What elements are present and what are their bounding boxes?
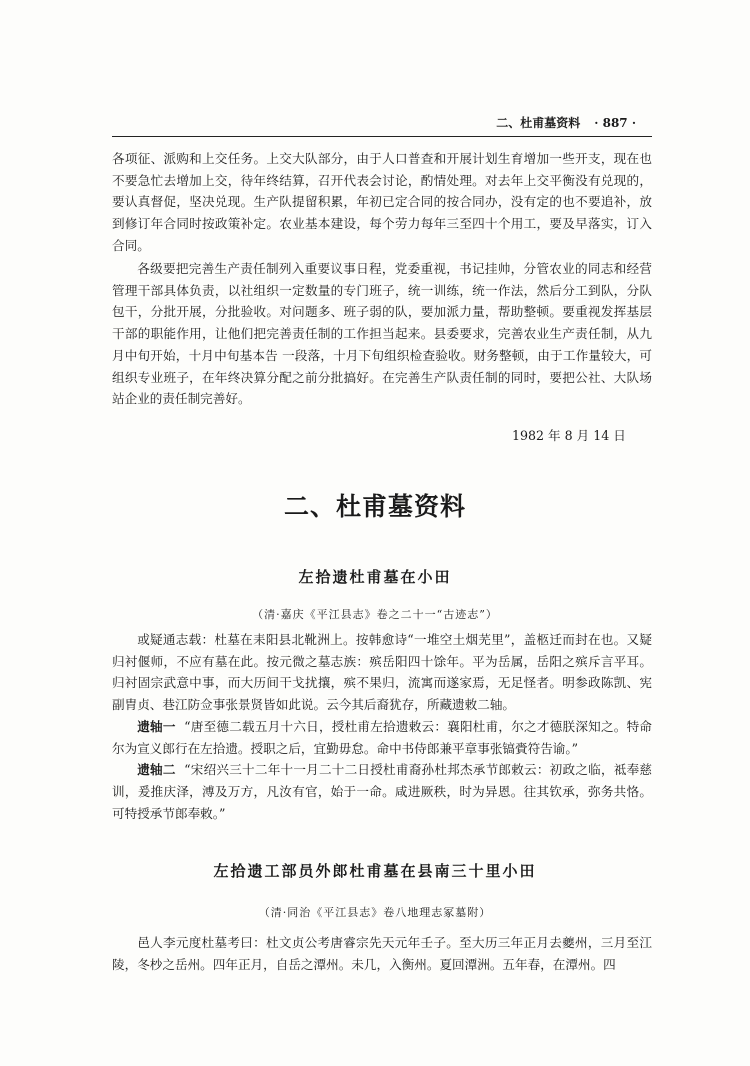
- article-2-paragraph-1: 邑人李元度杜墓考曰：杜文贞公考唐睿宗先天元年壬子。至大历三年正月去夔州，三月至江陵，冬杪之岳州。四年正月，自岳之潭州。未几，入衡州。夏回潭洲。五年春，在潭州。四: [112, 935, 652, 972]
- article-1-body: [112, 629, 652, 824]
- article-2-title: 左拾遗工部员外郎杜甫墓在县南三十里小田: [213, 862, 537, 880]
- edict-2: [112, 759, 652, 824]
- article-2-source: （清·同治《平江县志》卷八地理志冢墓附）: [258, 906, 492, 919]
- edict-1-label: 遗轴一: [137, 718, 176, 734]
- header-right: [482, 114, 636, 131]
- page-number: · 887 ·: [594, 116, 636, 130]
- intro-paragraph-2: 各级要把完善生产责任制列入重要议事日程，党委重视，书记挂帅，分管农业的同志和经营管理干部具体负责，以社组织一定数量的专门班子，统一训练，统一作法，然后分工到队，分队包干，分批开展，分批验收。对问题多、班子弱的队，要加派力量，帮助整顿。要重视发挥基层干部的职能作用，让他们把完善责任制的工作担当起来。县委要求，完善农业生产责任制，从九月中旬开始，十月中旬基本告 一段落，十月下旬组织检查验收。财务整顿，由于工作量较大，可组织专业班子，在年终决算分配之前分批搞好。在完善生产队责任制的同时，要把公社、大队场站企业的责任制完善好。: [112, 261, 652, 407]
- article-1-title: 左拾遗杜甫墓在小田: [298, 568, 452, 586]
- document-date: 1982 年 8 月 14 日: [512, 428, 626, 443]
- article-1-source: （清·嘉庆《平江县志》卷之二十一“古迹志”）: [252, 608, 498, 621]
- section-title: 二、杜甫墓资料: [283, 492, 466, 521]
- intro-paragraph-1: 各项征、派购和上交任务。上交大队部分，由于人口普查和开展计划生育增加一些开支，现在也不要急忙去增加上交，待年终结算，召开代表会讨论，酌情处理。对去年上交平衡没有兑现的，要认真督促，坚决兑现。生产队提留积累，年初已定合同的按合同办，没有定的也不要追补，放到修订年合同时按政策补定。农业基本建设，每个劳力每年三至四十个用工，要及早落实，订入合同。: [112, 151, 652, 253]
- article-1-paragraph-1: 或疑通志载：杜墓在耒阳县北靴洲上。按韩愈诗“一堆空土烟芜里”，盖柩迁而封在也。又疑归衬偃师，不应有墓在此。按元微之墓志族：殡岳阳四十馀年。平为岳属，岳阳之殡斥言平耳。归衬固宗武意中事，而大历间干戈扰攘，殡不果归，流寓而遂家焉，无足怪者。明参政陈凯、宪副胄贞、巷江防佥事张景贤皆如此说。云今其后裔犹存，所藏遗敕二轴。: [112, 632, 652, 713]
- edict-2-label: 遗轴二: [137, 762, 176, 778]
- edict-2-text: “宋绍兴三十二年十一月二十二日授杜甫裔孙杜邦杰承节郎敕云：初政之临，祗奉慈训，爰推庆泽，溥及万方，凡汝有官，始于一命。咸进厥秩，时为异恩。往其钦承，弥务共恪。可特授承节郎奉敕。”: [112, 762, 653, 821]
- edict-1-text: “唐至德二载五月十六日，授杜甫左拾遗敕云：襄阳杜甫，尔之才德朕深知之。特命尔为宣义郎行在左拾遗。授职之后，宜勤毋怠。命中书侍郎兼平章事张镐賫符告谕。”: [112, 718, 653, 756]
- header-chapter-title: 二、杜甫墓资料: [496, 116, 581, 130]
- running-header: [112, 108, 652, 137]
- edict-1: [112, 716, 652, 759]
